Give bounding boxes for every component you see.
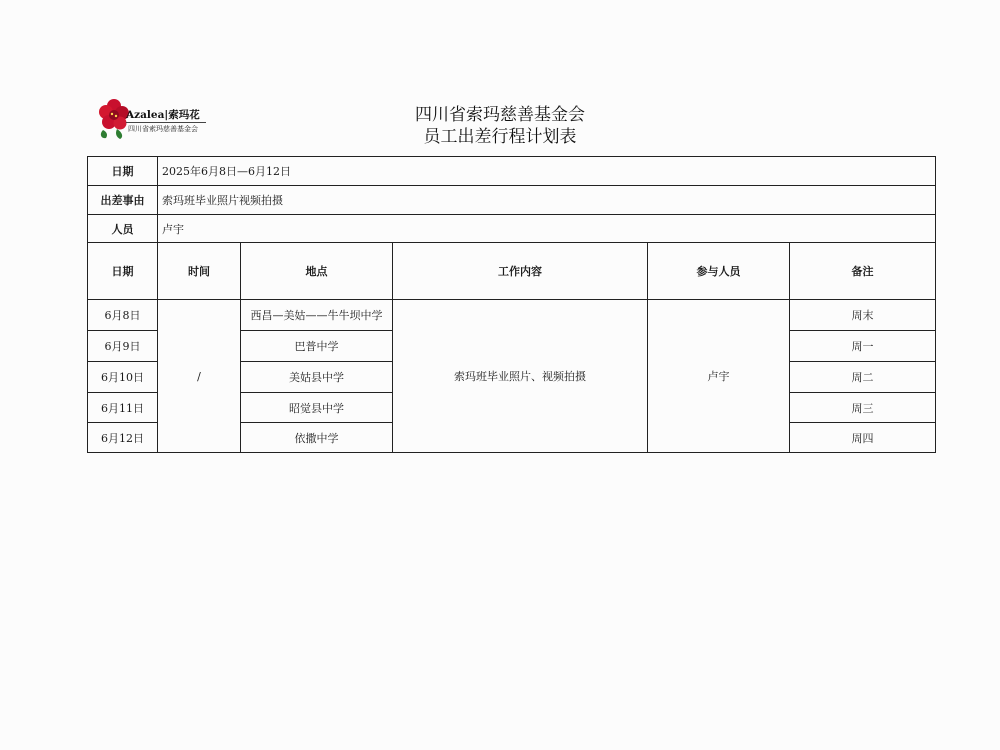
logo-brand-text: Azalea|索玛花 [126, 109, 200, 121]
row-note: 周二 [790, 362, 936, 393]
logo-subtitle: 四川省索玛慈善基金会 [128, 125, 198, 133]
header-date: 日期 [88, 243, 158, 300]
staff-label: 人员 [88, 215, 158, 243]
info-row-staff [88, 215, 936, 243]
row-place: 巴普中学 [241, 331, 393, 362]
row-note: 周三 [790, 393, 936, 423]
row-date: 6月11日 [88, 393, 158, 423]
reason-label: 出差事由 [88, 186, 158, 215]
title-form-name: 员工出差行程计划表 [423, 127, 577, 147]
row-place: 美姑县中学 [241, 362, 393, 393]
row-date: 6月12日 [88, 423, 158, 453]
row-note: 周末 [790, 300, 936, 331]
date-label: 日期 [88, 157, 158, 186]
travel-plan-table [87, 156, 936, 453]
work-content-value: 索玛班毕业照片、视频拍摄 [393, 300, 648, 453]
row-note: 周四 [790, 423, 936, 453]
staff-value: 卢宇 [158, 215, 936, 243]
row-place: 依撒中学 [241, 423, 393, 453]
row-place: 昭觉县中学 [241, 393, 393, 423]
info-row-date [88, 157, 936, 186]
title-organization: 四川省索玛慈善基金会 [415, 105, 585, 125]
schedule-header-row [88, 243, 936, 300]
header-people: 参与人员 [648, 243, 790, 300]
header-note: 备注 [790, 243, 936, 300]
info-row-reason [88, 186, 936, 215]
header-place: 地点 [241, 243, 393, 300]
logo-divider [126, 122, 206, 123]
date-value: 2025年6月8日—6月12日 [158, 157, 936, 186]
header-work: 工作内容 [393, 243, 648, 300]
row-date: 6月8日 [88, 300, 158, 331]
header-time: 时间 [158, 243, 241, 300]
document-title [300, 104, 700, 148]
foundation-logo [97, 96, 217, 142]
row-date: 6月10日 [88, 362, 158, 393]
row-date: 6月9日 [88, 331, 158, 362]
row-note: 周一 [790, 331, 936, 362]
participants-value: 卢宇 [648, 300, 790, 453]
table-row [88, 300, 936, 331]
time-value: / [158, 300, 241, 453]
row-place: 西昌—美姑——牛牛坝中学 [241, 300, 393, 331]
reason-value: 索玛班毕业照片视频拍摄 [158, 186, 936, 215]
